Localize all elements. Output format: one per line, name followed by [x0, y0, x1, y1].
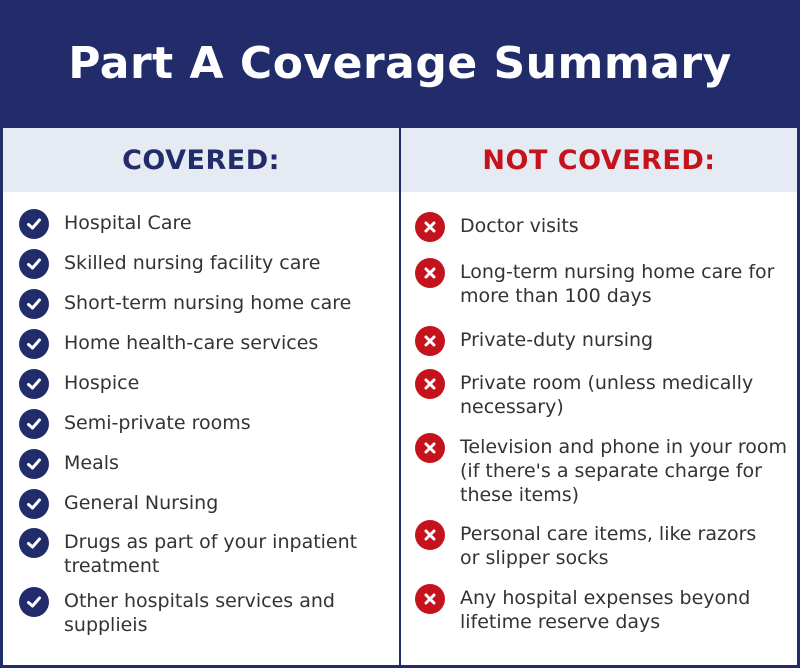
list-item	[401, 584, 797, 634]
list-item-label: Private-duty nursing	[460, 329, 654, 351]
list-item-label: Semi-private rooms	[64, 412, 251, 434]
check-circle-icon	[19, 209, 49, 239]
list-item	[3, 449, 399, 479]
not-covered-column	[401, 128, 797, 665]
list-item-label: Drugs as part of your inpatient treatment	[64, 531, 358, 577]
list-item-label: Hospice	[64, 372, 140, 394]
list-item-label: Private room (unless medically necessary)	[460, 372, 754, 418]
list-item-label: Other hospitals services and supplieis	[64, 590, 335, 636]
list-item	[401, 326, 797, 356]
columns	[3, 128, 797, 665]
check-circle-icon	[19, 369, 49, 399]
list-item	[3, 528, 399, 578]
check-circle-icon	[19, 449, 49, 479]
list-item-label: Short-term nursing home care	[64, 292, 352, 314]
check-circle-icon	[19, 329, 49, 359]
list-item	[401, 212, 797, 242]
list-item	[401, 258, 797, 308]
covered-heading: COVERED:	[3, 128, 399, 192]
list-item-label: Any hospital expenses beyond lifetime reserve days	[460, 587, 751, 633]
list-item	[401, 369, 797, 419]
x-circle-icon	[415, 433, 445, 463]
list-item-label: Doctor visits	[460, 215, 579, 237]
list-item-label: Skilled nursing facility care	[64, 252, 321, 274]
x-circle-icon	[415, 258, 445, 288]
list-item	[3, 329, 399, 359]
list-item-label: Home health-care services	[64, 332, 319, 354]
check-circle-icon	[19, 489, 49, 519]
list-item	[3, 369, 399, 399]
list-item	[3, 587, 399, 637]
list-item	[401, 433, 797, 507]
page-title: Part A Coverage Summary	[68, 38, 732, 89]
list-item	[3, 289, 399, 319]
x-circle-icon	[415, 584, 445, 614]
list-item-label: Television and phone in your room (if there's a separate charge for these items)	[460, 436, 787, 506]
title-bar	[3, 3, 797, 128]
list-item-label: General Nursing	[64, 492, 219, 514]
list-item	[3, 209, 399, 239]
check-circle-icon	[19, 249, 49, 279]
list-item-label: Meals	[64, 452, 119, 474]
list-item	[401, 520, 797, 570]
x-circle-icon	[415, 326, 445, 356]
list-item-label: Hospital Care	[64, 212, 192, 234]
check-circle-icon	[19, 409, 49, 439]
not-covered-heading: NOT COVERED:	[401, 128, 797, 192]
x-circle-icon	[415, 520, 445, 550]
list-item-label: Long-term nursing home care for more than 100 days	[460, 261, 775, 307]
check-circle-icon	[19, 528, 49, 558]
list-item	[3, 249, 399, 279]
x-circle-icon	[415, 212, 445, 242]
list-item-label: Personal care items, like razors or slipper socks	[460, 523, 757, 569]
covered-column	[3, 128, 401, 665]
x-circle-icon	[415, 369, 445, 399]
list-item	[3, 409, 399, 439]
check-circle-icon	[19, 289, 49, 319]
list-item	[3, 489, 399, 519]
check-circle-icon	[19, 587, 49, 617]
